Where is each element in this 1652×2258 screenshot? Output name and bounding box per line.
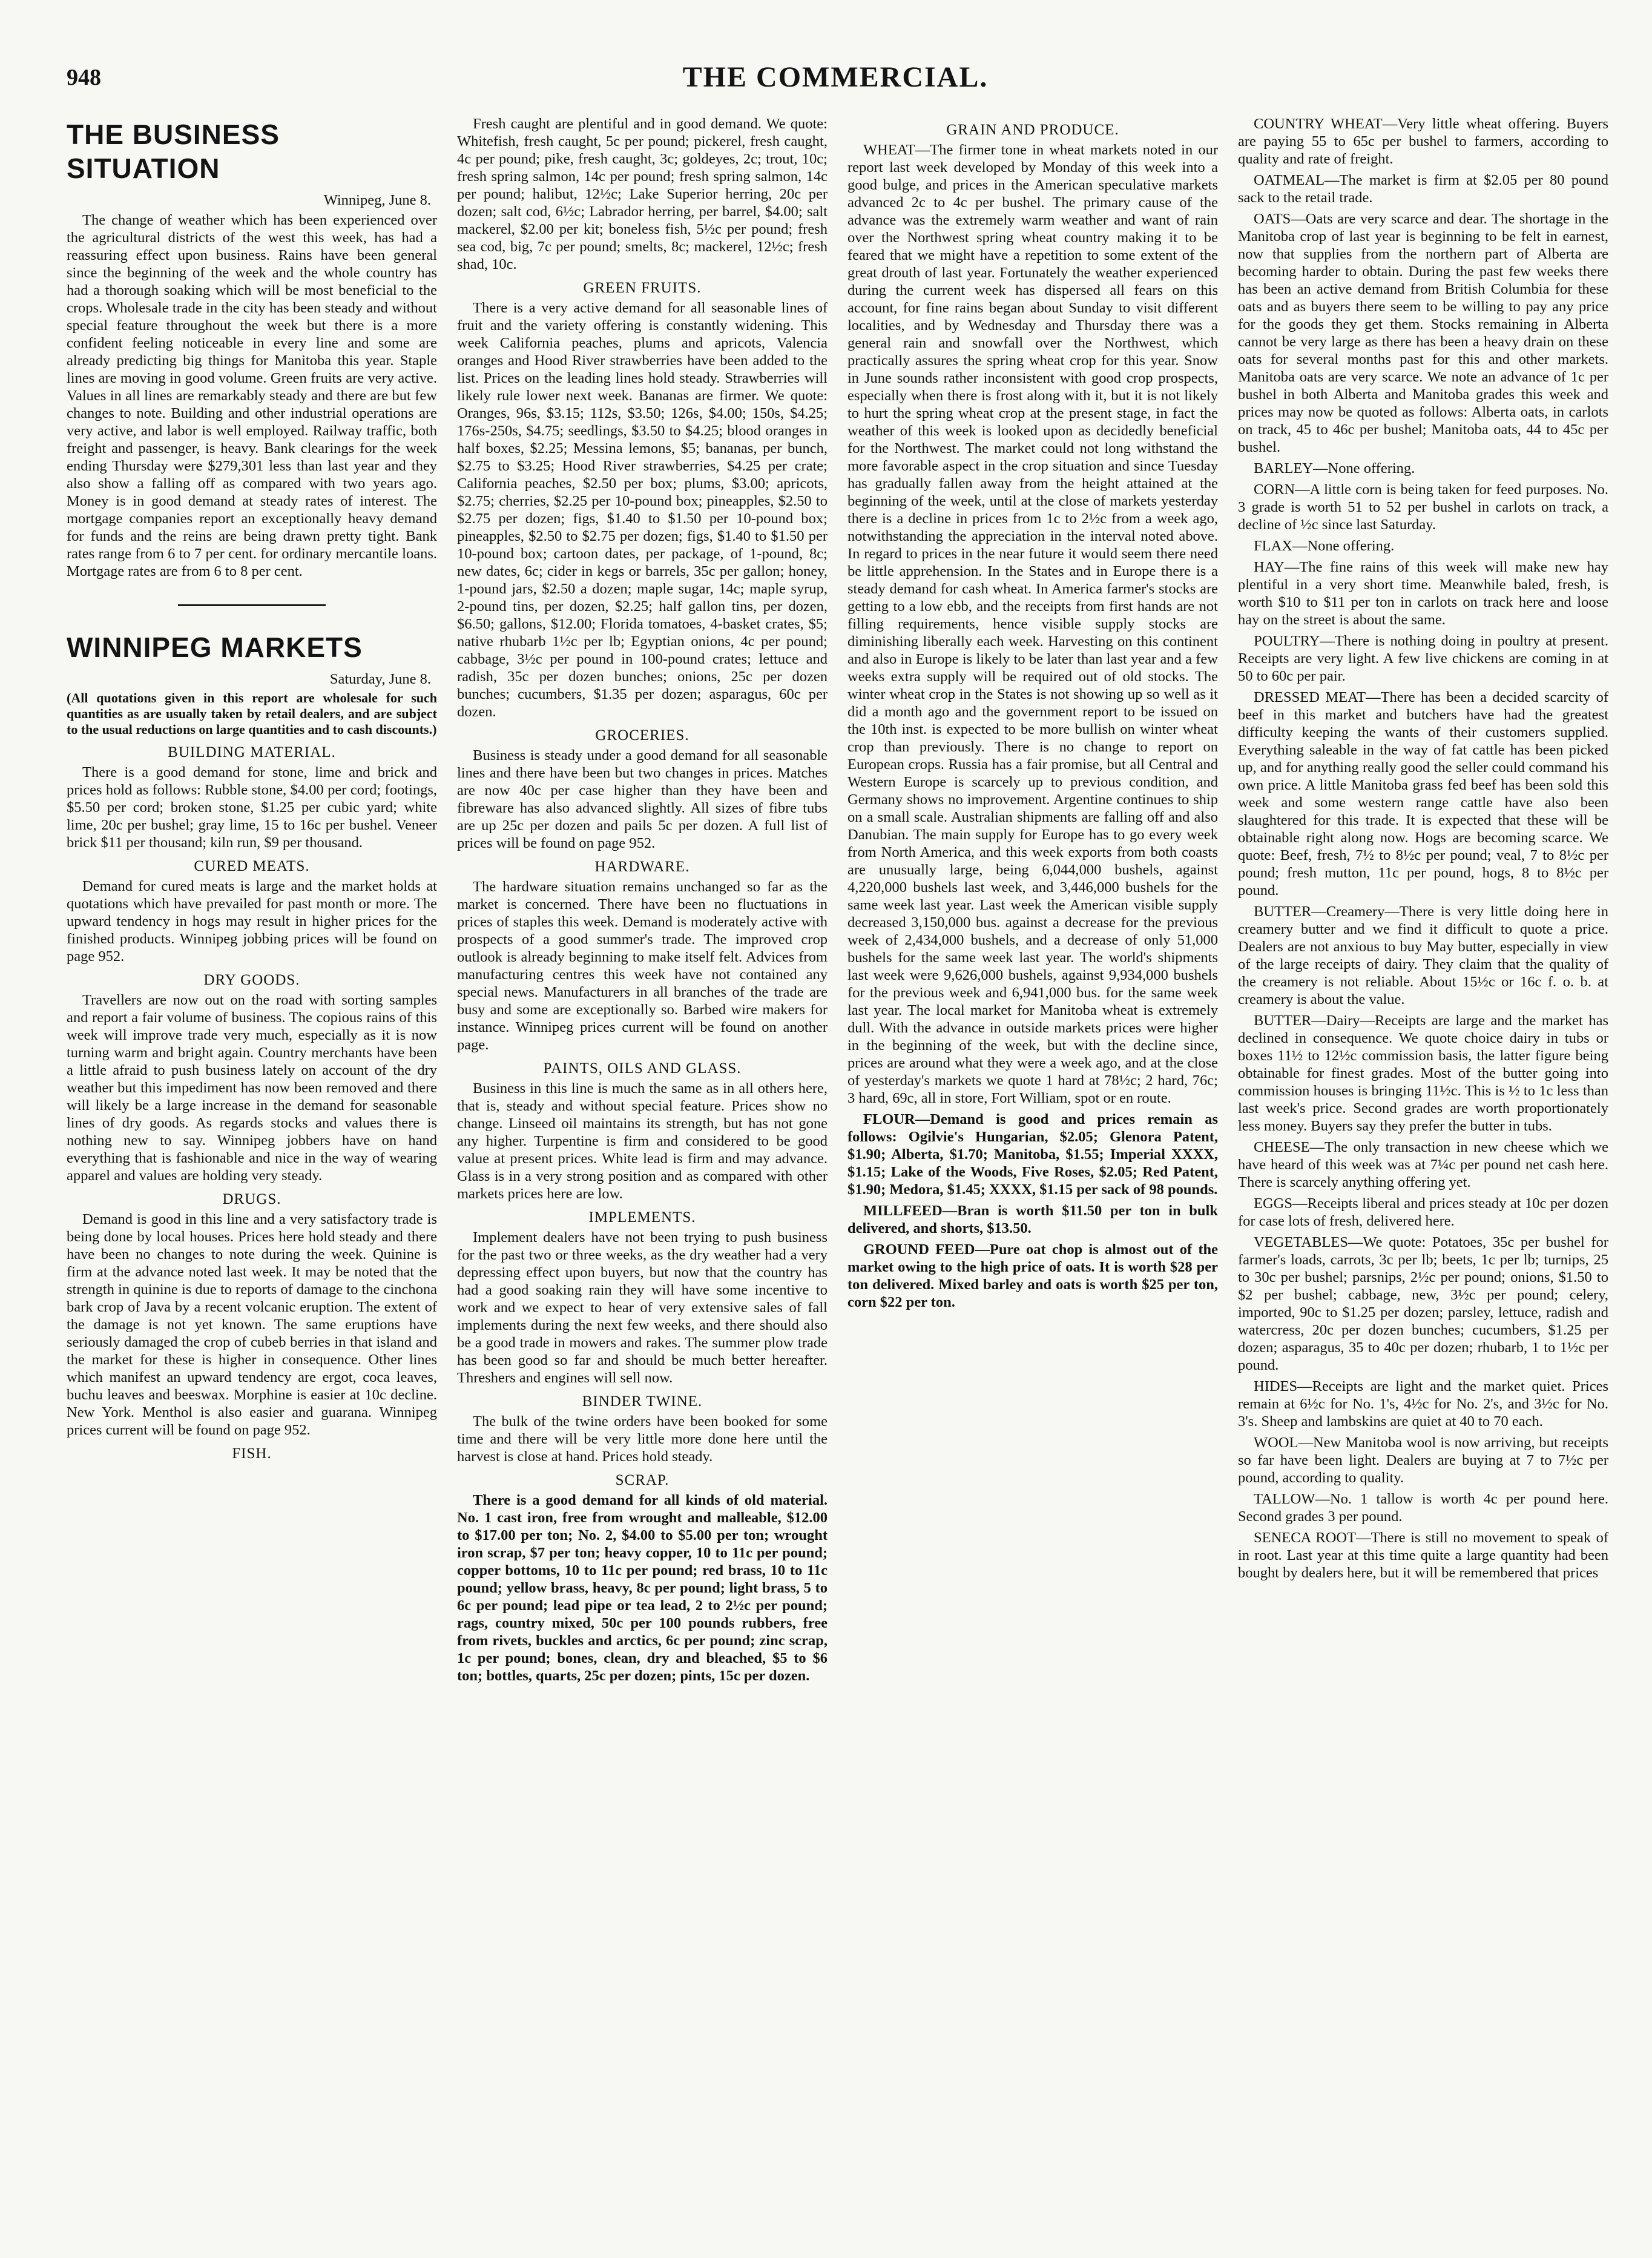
poultry-report: POULTRY—There is nothing doing in poultry at present. Receipts are very light. A few live chickens are coming in at 50 to 60c per pair. [1238,633,1608,684]
building-material-heading: BUILDING MATERIAL. [168,744,336,761]
flour-report: FLOUR—Demand is good and prices remain as follows: Ogilvie's Hungarian, $2.05; Glenora Patent, $1.90; Alberta, $1.70; Manitoba, $1.55; Imperial XXXX, $1.15; Lake of the Woods, Five Roses, $2.05; Red Patent, $1.90; Medora, $1.45; XXXX, $1.15 per sack of 98 pounds. [847,1111,1218,1198]
green-fruits-heading: GREEN FRUITS. [583,280,702,296]
column-2 [457,115,828,2234]
page-number: 948 [67,65,101,90]
butter-creamery-report: BUTTER—Creamery—There is very little doing here in creamery butter and we find it difficult to quote a price. Dealers are not anxious to buy May butter, especially in view of the large receipts of dairy. They claim that the quality of the creamery is not reliable. About 15½c or 16c f. o. b. at creamery is about the value. [1238,903,1608,1008]
flax-report: FLAX—None offering. [1254,538,1395,554]
dressed-meat-report: DRESSED MEAT—There has been a decided scarcity of beef in this market and butchers have had the greatest difficulty keeping the wants of their customers supplied. Everything saleable in the way of fat cattle has been picked up, and for anything really good the seller could command his own price. A little Manitoba grass fed beef has been sold this week and some western range cattle have also been slaughtered for this trade. It is expected that these will be obtainable right along now. Hogs are becoming scarce. We quote: Beef, fresh, 7½ to 8½c per pound; veal, 7 to 8½c per pound; fresh mutton, 11c per pound, hogs, 8 to 8½c per pound. [1238,689,1608,899]
drugs-heading: DRUGS. [222,1191,281,1207]
business-situation-title: THE BUSINESS SITUATION [67,119,280,184]
winnipeg-markets-title: WINNIPEG MARKETS [67,632,363,663]
hardware-heading: HARDWARE. [594,859,690,875]
binder-twine-heading: BINDER TWINE. [582,1393,703,1410]
scrap-body: There is a good demand for all kinds of old material. No. 1 cast iron, free from wrought and malleable, $12.00 to $17.00 per ton; No. 2, $4.00 to $5.00 per ton; wrought iron scrap, $7 per ton; heavy copper, 10 to 11c per pound; copper bottoms, 10 to 11c per pound; red brass, 10 to 11c pound; yellow brass, heavy, 8c per pound; light brass, 5 to 6c per pound; lead pipe or tea lead, 2 to 2½c per pound; rags, country mixed, 50c per 100 pounds rubbers, free from rivets, buckles and arctics, 6c per pound; zinc scrap, 1c per pound; bones, clean, dry and bleached, $5 to $6 ton; bottles, quarts, 25c per dozen; pints, 15c per dozen. [457,1492,828,1684]
tallow-report: TALLOW—No. 1 tallow is worth 4c per pound here. Second grades 3 per pound. [1238,1491,1608,1525]
business-situation-dateline: Winnipeg, June 8. [323,192,431,208]
building-material-body: There is a good demand for stone, lime and brick and prices hold as follows: Rubble stone, $4.00 per cord; footings, $5.50 per cord; broken stone, $1.25 per cubic yard; white lime, 20c per bushel; gray lime, 15 to 16c per bushel. Veneer brick $11 per thousand; kiln run, $9 per thousand. [67,764,437,851]
paints-heading: PAINTS, OILS AND GLASS. [543,1060,742,1077]
seneca-root-report: SENECA ROOT—There is still no movement to speak of in root. Last year at this time quite a large quantity had been bought by dealers here, but it will be remembered that prices [1238,1530,1608,1581]
implements-body: Implement dealers have not been trying to push business for the past two or three weeks, as the dry weather had a very depressing effect upon buyers, but now that the country has had a good soaking rain they will have some incentive to work and we expect to hear of very extensive sales of fall implements during the next few weeks, and there should also be a good trade in mowers and rakes. The summer plow trade has been good so far and should be much better hereafter. Threshers and engines will sell now. [457,1229,828,1386]
cured-meats-heading: CURED MEATS. [194,858,310,874]
page-header [67,61,1604,97]
fish-body: Fresh caught are plentiful and in good demand. We quote: Whitefish, fresh caught, 5c per pound; pickerel, fresh caught, 4c per pound; pike, fresh caught, 3c; goldeyes, 2c; trout, 10c; fresh spring salmon, 14c per pound; fresh spring salmon, 14c per pound; halibut, 12½c; Lake Superior herring, 20c per dozen; salt cod, 6½c; Labrador herring, per barrel, $4.00; salt mackerel, $2.00 per kit; boneless fish, 5½c per pound; fresh sea cod, big, 7c per pound; smelts, 8c; mackerel, 12½c; fresh shad, 10c. [457,116,828,272]
ground-feed-report: GROUND FEED—Pure oat chop is almost out of the market owing to the high price of oats. It is worth $28 per ton delivered. Mixed barley and oats is worth $25 per ton, corn $22 per ton. [847,1241,1218,1310]
dry-goods-heading: DRY GOODS. [203,972,300,988]
hides-report: HIDES—Receipts are light and the market quiet. Prices remain at 6½c for No. 1's, 4½c for No. 2's, and 3½c for No. 3's. Sheep and lambskins are quiet at 40 to 70 each. [1238,1378,1608,1430]
butter-dairy-report: BUTTER—Dairy—Receipts are large and the market has declined in consequence. We quote choice dairy in tubs or boxes 11½ to 12½c commission basis, the latter figure being obtainable for finest grades. Most of the butter going into commission houses is bringing 11½c. This is ½ to 1c less than last week's price. Second grades are worth proportionately less money. Buyers say they prefer the butter in tubs. [1238,1012,1608,1134]
corn-report: CORN—A little corn is being taken for feed purposes. No. 3 grade is worth 51 to 52 per bushel in carlots on track, a decline of ½c since last Saturday. [1238,481,1608,533]
wheat-report: WHEAT—The firmer tone in wheat markets noted in our report last week developed by Monday of this week into a good bulge, and prices in the American speculative markets advanced 2c to 4c per bushel. The primary cause of the advance was the extremely warm weather and want of rain over the Northwest spring wheat country making it to be feared that we might have a repetition to some extent of the great drouth of last year. Fortunately the weather experienced during the current week has dispersed all fears on this account, for fine rains began about Sunday to visit different localities, and by Wednesday and Thursday there was a general rain and snowfall over the Northwest, which practically assures the spring wheat crop for this year. Snow in June sounds rather inconsistent with good crop prospects, especially when there is frost along with it, but it is not likely to hurt the spring wheat crop at the present stage, in fact the weather of this week is looked upon as decidedly beneficial for the Northwest. The market could not long withstand the more favorable aspect in the crop situation and since Tuesday has gradually fallen away from the height attained at the beginning of the week, until at the close of markets yesterday there is a decline in prices from 1c to 2½c from a week ago, notwithstanding the appreciation in the interval noted above. In regard to prices in the near future it would seem there need be little apprehension. In the States and in Europe there is a steady demand for cash wheat. In America farmer's stocks are getting to a low ebb, and the receipts from first hands are not filling requirements, hence visible supply stocks are diminishing liberally each week. Harvesting on this continent and also in Europe is likely to be later than last year and a few weeks extra supply will be required out of old stocks. The winter wheat crop in the States is not showing up so well as it did a month ago and the government report to be issued on the 10th inst. is expected to be more bullish on winter wheat crop than previously. There is no change to report on European crops. Russia has a fair promise, but all Central and Western Europe is scarcely up to previous condition, and Germany shows no improvement. Argentine continues to ship on a small scale. Australian shipments are falling off and also Danubian. The main supply for Europe has to go every week from North America, and this week exports from both coasts are unusually large, being 6,044,000 bushels, against 4,220,000 bushels last week, and 3,446,000 bushels for the same week last year. Last week the American visible supply decreased 3,150,000 bus. against a decrease for the previous week of 2,434,000 bushels, and a decrease of only 51,000 bushels for the same week last year. The world's shipments last week were 9,626,000 bushels, against 9,934,000 bushels for the previous week and 6,941,000 bus. for the same week last year. The local market for Manitoba wheat is extremely dull. With the advance in outside markets prices were higher in the beginning of the week, but with the decline since, prices are around what they were a week ago, and at the close of yesterday's markets we quote 1 hard at 78½c; 2 hard, 76c; 3 hard, 69c, all in store, Fort William, spot or en route. [847,142,1218,1106]
vegetables-report: VEGETABLES—We quote: Potatoes, 35c per bushel for farmer's loads, carrots, 3c per lb; beets, 1c per lb; turnips, 25 to 30c per bushel; parsnips, 2½c per pound; onions, $1.50 to $2 per bushel; cabbage, new, 3½c per pound; celery, imported, 90c to $1.25 per dozen; parsley, lettuce, radish and watercress, 20c per dozen bunches; cucumbers, $1.25 per dozen; asparagus, 35 to 40c per dozen; rhubarb, 1 to 1½c per pound. [1238,1234,1608,1373]
business-situation-body: The change of weather which has been experienced over the agricultural districts of the west this week, has had a reassuring effect upon business. Rains have been general since the beginning of the week and the whole country has had a thorough soaking which will be most beneficial to the crops. Wholesale trade in the city has been steady and without special feature throughout the week but there is a more confident feeling noticeable in every line and some are already predicting big things for Manitoba this year. Staple lines are moving in good volume. Green fruits are very active. Values in all lines are remarkably steady and there are but few changes to note. Building and other industrial operations are very active, and labor is well employed. Railway traffic, both freight and passenger, is heavy. Bank clearings for the week ending Thursday were $279,301 less than last year and they also show a falling off as compared with two years ago. Money is in good demand at steady rates of interest. The mortgage companies report an exceptionally heavy demand for funds and the reins are being drawn pretty tight. Bank rates range from 6 to 7 per cent. for ordinary mercantile loans. Mortgage rates are from 6 to 8 per cent. [67,212,437,579]
wool-report: WOOL—New Manitoba wool is now arriving, but receipts so far have been light. Dealers are buying at 7 to 7½c per pound, according to quality. [1238,1434,1608,1486]
country-wheat-report: COUNTRY WHEAT—Very little wheat offering. Buyers are paying 55 to 65c per bushel to farmers, according to quality and rate of freight. [1238,116,1608,167]
millfeed-report: MILLFEED—Bran is worth $11.50 per ton in bulk delivered, and shorts, $13.50. [847,1203,1218,1236]
hardware-body: The hardware situation remains unchanged so far as the market is concerned. There have been no fluctuations in prices of staples this week. Demand is moderately active with prospects of a good summer's trade. The improved crop outlook is already beginning to make itself felt. Advices from manufacturing centres this week have not contained any special news. Manufacturers in all branches of the trade are busy and some are exceptionally so. Barbed wire makers for instance. Winnipeg prices current will be found on another page. [457,879,828,1053]
newspaper-title: THE COMMERCIAL. [682,61,989,93]
barley-report: BARLEY—None offering. [1254,460,1415,477]
cheese-report: CHEESE—The only transaction in new cheese which we have heard of this week was at 7¼c per pound net cash here. There is scarcely anything offering yet. [1238,1139,1608,1190]
groceries-heading: GROCERIES. [595,727,689,744]
column-4 [1238,115,1608,2234]
column-3 [847,115,1218,2234]
fish-heading: FISH. [232,1445,272,1462]
quotations-note: (All quotations given in this report are wholesale for such quantities as are usually taken by retail dealers, and are subject to the usual reductions on large quantities and to cash discounts.) [67,690,437,737]
paints-body: Business in this line is much the same as in all others here, that is, steady and without special feature. Prices show no change. Linseed oil maintains its strength, but has not gone any higher. Turpentine is firm and considered to be good value at present prices. White lead is firm and may advance. Glass is in a very strong position and as compared with other markets prices here are low. [457,1080,828,1202]
scrap-heading: SCRAP. [615,1472,670,1488]
column-1 [67,115,437,2234]
green-fruits-body: There is a very active demand for all seasonable lines of fruit and the variety offering is constantly widening. This week California peaches, plums and apricots, Valencia oranges and Hood River strawberries have been added to the list. Prices on the leading lines hold steady. Strawberries will likely rule lower next week. Bananas are firmer. We quote: Oranges, 96s, $3.15; 112s, $3.50; 126s, $4.00; 150s, $4.25; 176s-250s, $4.75; seedlings, $3.50 to $4.25; blood oranges in half boxes, $2.25; Messina lemons, $5; bananas, per bunch, $2.75 to $3.25; Hood River strawberries, $4.25 per crate; California peaches, $2.50 per box; plums, $3.00; apricots, $2.75; cherries, $2.25 per 10-pound box; pineapples, $2.50 to $2.75 per dozen; figs, $1.40 to $1.50 per 10-pound box; pineapples, $2.50 to $2.75 per dozen; figs, $1.40 to $1.50 per 10-pound box; cartoon dates, per package, of 1-pound, 8c; new dates, 6c; cider in kegs or barrels, 35c per gallon; honey, 1-pound jars, $2.50 a dozen; maple sugar, 14c; maple syrup, 2-pound tins, per dozen, $2.25; half gallon tins, per dozen, $6.50; gallons, $12.00; Florida tomatoes, 4-basket crates, $5; native rhubarb 1½c per lb; Egyptian onions, 4c per pound; cabbage, 3½c per pound in 100-pound crates; lettuce and radish, 35c per dozen bunches; onions, 25c per dozen bunches; cucumbers, $1.35 per dozen; asparagus, 60c per dozen. [457,300,828,720]
section-divider [178,604,326,606]
hay-report: HAY—The fine rains of this week will make new hay plentiful in a very short time. Meanwhile baled, fresh, is worth $10 to $11 per ton in carlots on track here and loose hay on the street is about the same. [1238,559,1608,628]
oats-report: OATS—Oats are very scarce and dear. The shortage in the Manitoba crop of last year is beginning to be felt in earnest, now that supplies from the northern part of Alberta are becoming harder to obtain. During the past few weeks there has been an active demand from British Columbia for these oats and as buyers there seem to be willing to pay any price for the goods they get them. Stocks remaining in Alberta cannot be very large as there has been a heavy drain on these oats for several months past for this and other markets. Manitoba oats are very scarce. We note an advance of 1c per bushel in both Alberta and Manitoba grades this week and prices may now be quoted as follows: Alberta oats, in carlots on track, 45 to 46c per bushel; Manitoba oats, 44 to 45c per bushel. [1238,211,1608,455]
winnipeg-markets-dateline: Saturday, June 8. [329,671,431,687]
cured-meats-body: Demand for cured meats is large and the market holds at quotations which have prevailed for past month or more. The upward tendency in hogs may result in higher prices for the finished products. Winnipeg jobbing prices will be found on page 952. [67,878,437,965]
eggs-report: EGGS—Receipts liberal and prices steady at 10c per dozen for case lots of fresh, delivered here. [1238,1195,1608,1229]
grain-produce-heading: GRAIN AND PRODUCE. [946,122,1119,138]
implements-heading: IMPLEMENTS. [588,1209,696,1226]
oatmeal-report: OATMEAL—The market is firm at $2.05 per 80 pound sack to the retail trade. [1238,172,1608,206]
drugs-body: Demand is good in this line and a very satisfactory trade is being done by local houses. Prices here hold steady and there have been no changes to note during the week. Quinine is firm at the advance noted last week. It may be noted that the strength in quinine is due to reports of damage to the cinchona bark crop of Java by a recent volcanic eruption. The extent of the damage is not yet known. The same eruptions have seriously damaged the crop of cubeb berries in that island and the market for these is higher in consequence. Other lines which manifest an upward tendency are ergot, coca leaves, buchu leaves and beeswax. Morphine is easier at 10c decline. New York. Menthol is also easier and guarana. Winnipeg prices current will be found on page 952. [67,1211,437,1438]
groceries-body: Business is steady under a good demand for all seasonable lines and there have been but two changes in prices. Matches are now 40c per case higher than they have been and fibreware has also advanced slightly. All sizes of fibre tubs are up 25c per dozen and pails 5c per dozen. A full list of prices will be found on page 952. [457,747,828,851]
binder-twine-body: The bulk of the twine orders have been booked for some time and there will be very little more done here until the harvest is close at hand. Prices hold steady. [457,1413,828,1465]
dry-goods-body: Travellers are now out on the road with sorting samples and report a fair volume of business. The copious rains of this week will improve trade very much, especially as it is now turning warm and bright again. Country merchants have been a little afraid to push business lately on account of the dry weather but this impediment has now been removed and there will likely be a large increase in the demand for seasonable lines of dry goods. As regards stocks and values there is nothing new to say. Winnipeg jobbers have on hand everything that is fashionable and nice in the way of wearing apparel and values are holding very steady. [67,992,437,1184]
